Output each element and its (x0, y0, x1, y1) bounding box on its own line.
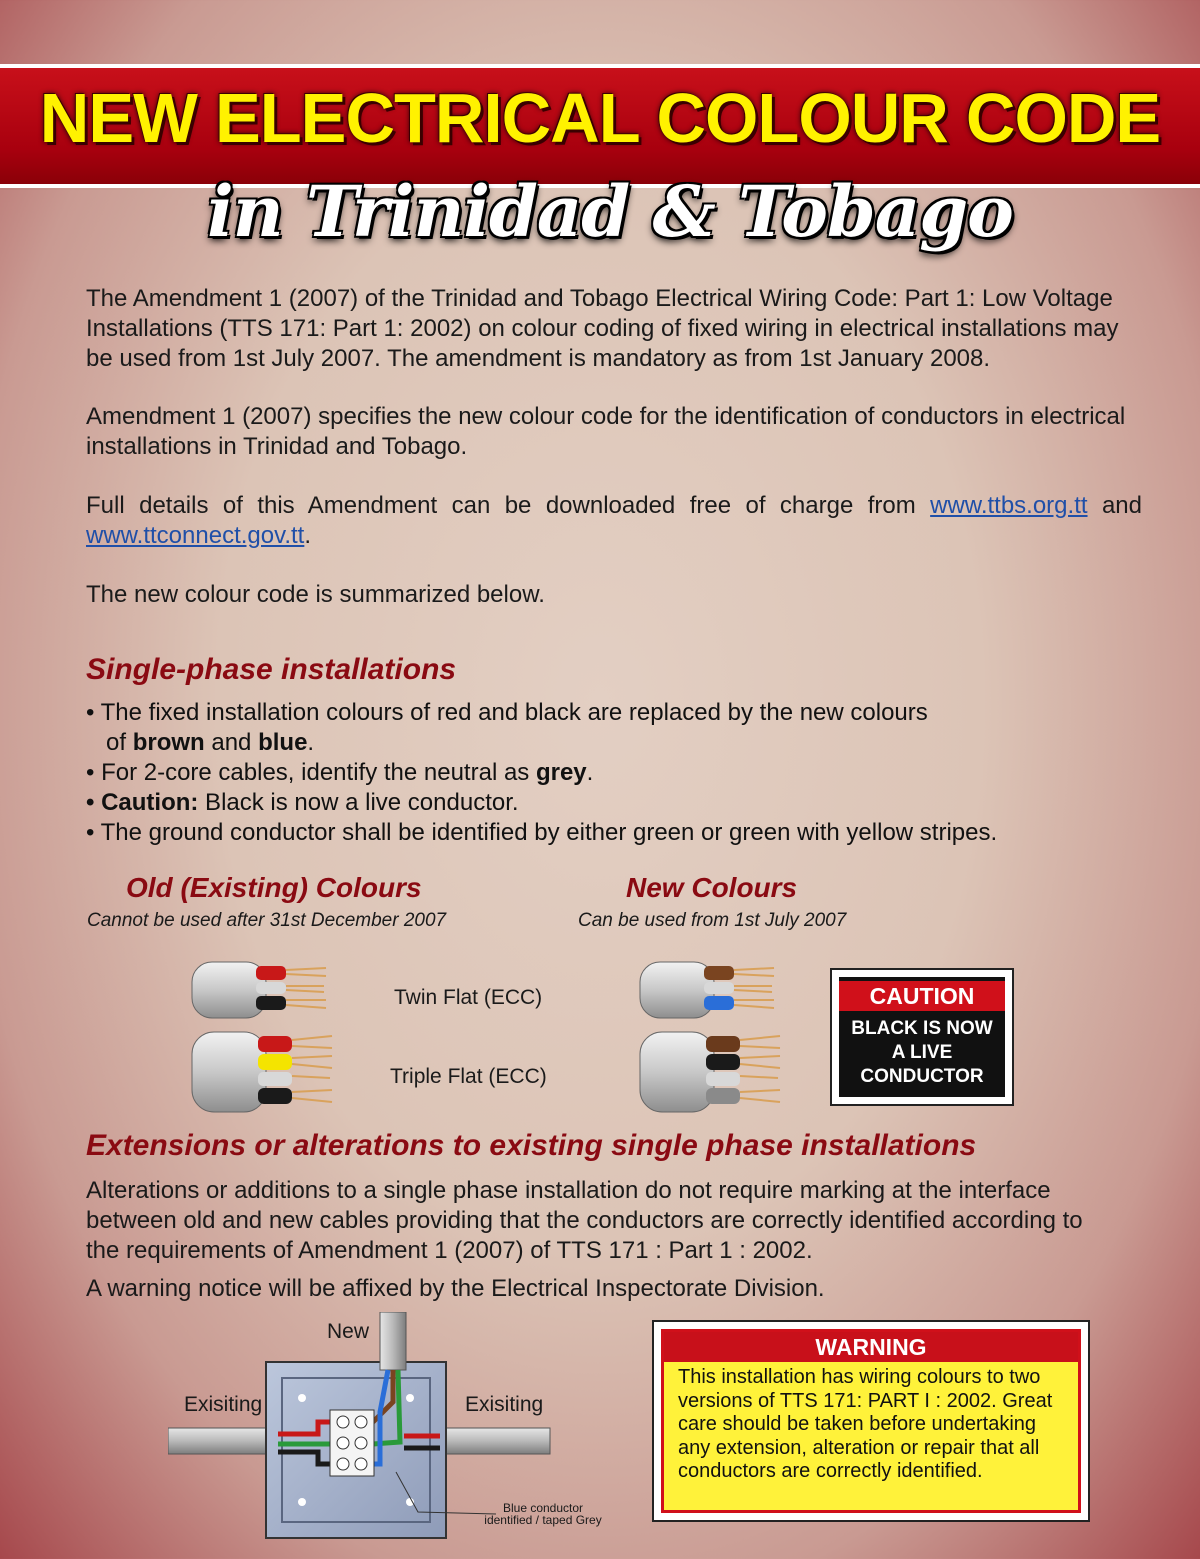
brown-word: brown (132, 729, 205, 756)
new-triple-cable (640, 1032, 780, 1112)
caution-sign-body (839, 1017, 1005, 1089)
warning-sign (652, 1320, 1090, 1522)
caution-line-2: A LIVE (891, 1042, 953, 1063)
twin-flat-label: Twin Flat (ECC) (394, 986, 543, 1009)
diagram-left-label: Exisiting (184, 1393, 263, 1416)
bullet-1-text: • The fixed installation colours of red and black are replaced by the new colours (86, 699, 928, 726)
page-subtitle: in Trinidad & Tobago (207, 170, 1013, 253)
diagram-note (478, 1502, 608, 1526)
new-conduit (380, 1312, 406, 1370)
bullet-3 (86, 788, 1146, 818)
caution-sign-heading: CAUTION (839, 981, 1005, 1011)
bullet-4-text: • The ground conductor shall be identified by either green or green with yellow stripes. (86, 819, 998, 846)
intro-paragraph-2: Amendment 1 (2007) specifies the new colour code for the identification of conductors in electrical installations in Trinidad and Tobago. (86, 403, 1126, 460)
warning-sign-heading: WARNING (664, 1332, 1078, 1362)
bullet-2-end: . (586, 759, 594, 786)
terminal-blocks (330, 1410, 374, 1476)
single-phase-heading: Single-phase installations (86, 653, 457, 686)
left-conduit (168, 1428, 278, 1454)
diagram-right-label: Exisiting (465, 1393, 544, 1416)
old-triple-cable (192, 1032, 332, 1112)
warning-sign-inner (661, 1329, 1081, 1513)
ttconnect-link[interactable]: www.ttconnect.gov.tt (86, 522, 305, 549)
old-twin-cable (192, 962, 326, 1018)
bullet-1-cont (86, 728, 1146, 758)
warning-sign-body: This installation has wiring colours to two versions of TTS 171: PART I : 2002. Great care should be taken before undertaking any extension, alteration or repair that all conductors are correctly identified. (678, 1366, 1053, 1482)
bullet-1-of: of (106, 729, 133, 756)
old-cables-illustration (186, 956, 336, 1116)
single-phase-bullets (86, 698, 1146, 848)
grey-word: grey (535, 759, 587, 786)
bullet-1-and: and (204, 729, 259, 756)
caution-sign (830, 968, 1014, 1106)
intro-paragraph-3 (86, 491, 1142, 551)
intro-p3-and: and (1087, 492, 1142, 519)
extensions-paragraph-1: Alterations or additions to a single phase installation do not require marking at the interface between old and new cables providing that the conductors are correctly identified according to the requirements of Amendment 1 (2007) of TTS 171 : Part 1 : 2002. (86, 1177, 1083, 1264)
intro-paragraph-1: The Amendment 1 (2007) of the Trinidad and Tobago Electrical Wiring Code: Part 1: Low Voltage Installations (TTS 171: Part 1: 2002) on colour coding of fixed wiring in electrical installations may be used from 1st July 2007. The amendment is mandatory as from 1st January 2008. (86, 285, 1119, 372)
diagram-new-label: New (327, 1320, 370, 1343)
diagram-note-line-1: Blue conductor (502, 1501, 584, 1515)
new-twin-cable (640, 962, 774, 1018)
caution-line-3: CONDUCTOR (860, 1066, 984, 1087)
extensions-paragraph-2: A warning notice will be affixed by the Electrical Inspectorate Division. (86, 1275, 825, 1302)
caution-word: • Caution: (86, 789, 199, 816)
old-colours-note: Cannot be used after 31st December 2007 (87, 910, 447, 931)
bullet-2 (86, 758, 1146, 788)
triple-flat-label: Triple Flat (ECC) (390, 1065, 547, 1088)
page-title: NEW ELECTRICAL COLOUR CODE (39, 79, 1161, 157)
bullet-3-text: Black is now a live conductor. (198, 789, 519, 816)
blue-word: blue (258, 729, 308, 756)
diagram-note-line-2: identified / taped Grey (484, 1513, 602, 1527)
old-colours-heading: Old (Existing) Colours (126, 872, 422, 903)
new-cables-illustration (634, 956, 784, 1116)
caution-line-1: BLACK IS NOW (851, 1018, 993, 1039)
intro-p3-text: Full details of this Amendment can be downloaded free of charge from (86, 492, 931, 519)
bullet-2-text: • For 2-core cables, identify the neutral as (86, 759, 536, 786)
intro-paragraph-4: The new colour code is summarized below. (86, 581, 545, 608)
intro-p3-end: . (304, 522, 311, 549)
bullet-1-end: . (307, 729, 315, 756)
new-colours-note: Can be used from 1st July 2007 (578, 910, 847, 931)
ttbs-link[interactable]: www.ttbs.org.tt (930, 492, 1088, 519)
new-colours-heading: New Colours (626, 872, 798, 903)
caution-sign-inner (839, 977, 1005, 1097)
extensions-heading: Extensions or alterations to existing single phase installations (86, 1129, 977, 1162)
bullet-4 (86, 818, 1146, 848)
right-conduit (440, 1428, 550, 1454)
bullet-1 (86, 698, 1146, 728)
